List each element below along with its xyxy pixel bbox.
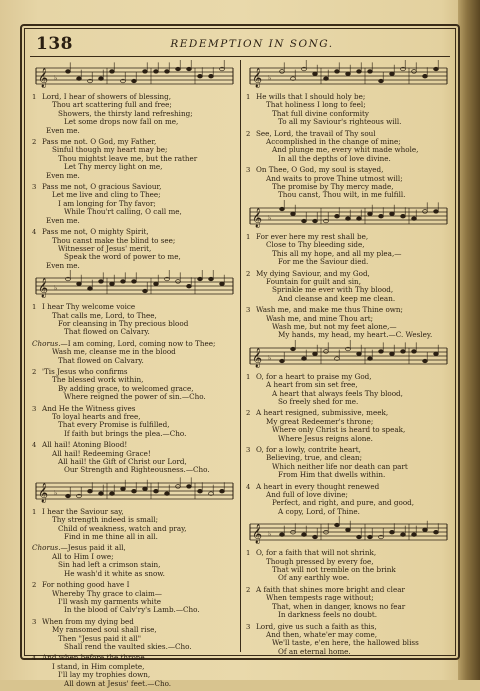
verse-line: Even me. [46, 125, 80, 135]
verse-line: I hear the Saviour say, [42, 506, 124, 516]
page-header [32, 34, 448, 54]
verse-number: 2 [246, 269, 251, 278]
staff-notation-graphic [32, 63, 237, 89]
verse-line: Pass me not, O gracious Saviour, [42, 182, 162, 192]
hymn-verse [246, 306, 451, 340]
svg-text:♭: ♭ [54, 74, 58, 82]
svg-text:𝄞: 𝄞 [252, 347, 263, 368]
verse-line: 'Tis Jesus who confirms [42, 366, 128, 376]
verse-line: Pass me not. O God, my Father, [42, 137, 157, 147]
verse-line: A heart that always feels Thy blood, [272, 388, 403, 398]
verse-line: And cleanse and keep me clean. [278, 293, 396, 303]
verse-line: This all my hope, and all my plea,— [272, 248, 402, 258]
staff-notation-graphic [246, 203, 451, 229]
verse-line: I'll lay my trophies down, [58, 670, 151, 680]
verse-line: All hail! the Gift of Christ our Lord, [58, 457, 187, 467]
verse-line: The blessed work within, [52, 375, 144, 385]
staff-notation-graphic [246, 343, 451, 369]
verse-line: Child of weakness, watch and pray, [58, 523, 187, 533]
verse-line: Where only Christ is heard to speak, [272, 425, 406, 435]
hymn-verse [32, 581, 237, 615]
verse-line: Shall rend the vaulted skies.—Cho. [64, 641, 192, 651]
verse-line: In the blood of Calv'ry's Lamb.—Cho. [64, 605, 200, 615]
verse-number: 4 [32, 228, 37, 237]
verse-line: So freely shed for me. [278, 396, 359, 406]
hymn-verse [246, 549, 451, 583]
page-number: 138 [36, 34, 73, 54]
verse-line: For ever here my rest shall be, [256, 231, 369, 241]
hymn-verse [246, 409, 451, 443]
chorus-label: Chorus. [32, 338, 61, 348]
hymn-verse [32, 544, 237, 578]
verse-line: Thou mightst leave me, but the rather [58, 153, 198, 163]
verse-number: 2 [246, 129, 251, 138]
verse-line: Perfect, and right, and pure, and good, [272, 498, 415, 508]
verse-number: 3 [246, 446, 251, 454]
svg-text:𝄞: 𝄞 [252, 524, 263, 545]
verse-number: 4 [32, 441, 37, 450]
verse-line: Lord, give us such a faith as this, [256, 621, 377, 631]
verse-number: 1 [32, 303, 37, 312]
verse-line: Thou canst, Thou wilt, in me fulfill. [278, 190, 406, 200]
chorus-line-text: —Jesus paid it all, [60, 543, 126, 553]
svg-text:♭: ♭ [268, 213, 272, 222]
verse-line: All down at Jesus' feet.—Cho. [64, 678, 172, 688]
verse-line: Speak the word of power to me, [64, 252, 181, 262]
verse-line: All hail! Redeeming Grace! [52, 448, 151, 458]
verse-line: We'll taste, e'en here, the hallowed bliss [272, 638, 419, 648]
svg-text:♭: ♭ [268, 74, 272, 82]
verse-line: Of an eternal home. [278, 646, 351, 656]
verse-number: 1 [246, 93, 251, 101]
verse-line: Showers, the thirsty land refreshing; [58, 108, 193, 118]
hymn-verse [32, 138, 237, 180]
hymn-verse [32, 508, 237, 542]
verse-line: O, for a lowly, contrite heart, [256, 445, 361, 454]
verse-number: 3 [246, 622, 251, 631]
verse-line: I hear Thy welcome voice [42, 302, 136, 312]
verse-line: O, for a faith that will not shrink, [256, 548, 377, 558]
header-rule [30, 56, 450, 57]
hymn-verse [246, 623, 451, 657]
staff-notation-graphic [246, 519, 451, 545]
verse-line: That calls me, Lord, to Thee, [52, 310, 157, 320]
music-staff [32, 478, 237, 504]
hymn-verse [246, 483, 451, 517]
verse-number: 1 [32, 93, 37, 101]
verse-line: Let some drops now fall on me, [64, 117, 179, 127]
music-staff [246, 519, 451, 545]
verse-line: That flowed on Calvary. [58, 355, 144, 365]
hymn-verse [246, 93, 451, 127]
verse-line: That flowed on Calvary. [64, 327, 150, 337]
verse-line: Though pressed by every foe, [266, 556, 374, 566]
verse-line: Fountain for guilt and sin, [266, 276, 361, 286]
verse-line: Wash me, but not my feet alone,— [272, 321, 397, 331]
verse-line: Of any earthly woe. [278, 573, 350, 583]
verse-line: I'll wash my garments white [58, 596, 162, 606]
verse-number: 2 [32, 367, 37, 376]
music-staff [32, 63, 237, 89]
verse-line: My great Redeemer's throne; [266, 416, 374, 426]
verse-number: 2 [246, 585, 251, 594]
music-staff [246, 63, 451, 89]
svg-text:𝄞: 𝄞 [252, 207, 263, 228]
verse-line: A faith that shines more bright and clear [256, 584, 405, 594]
verse-line: In darkness feels no doubt. [278, 610, 377, 620]
verse-number: 1 [246, 232, 251, 241]
verse-line: From Him that dwells within. [278, 470, 386, 480]
verse-line: Lord, I hear of showers of blessing, [42, 92, 172, 101]
music-staff [246, 203, 451, 229]
verse-line: The promise by Thy mercy made, [272, 182, 394, 192]
verse-line: I am longing for Thy favor; [58, 198, 156, 208]
verse-line: Close to Thy bleeding side, [266, 240, 365, 250]
svg-text:𝄞: 𝄞 [252, 68, 263, 88]
verse-line: By adding grace, to welcomed grace, [58, 383, 194, 393]
verse-line: Wash me, and mine Thou art; [266, 313, 374, 323]
hymn-verse [32, 183, 237, 225]
music-staff [246, 343, 451, 369]
verse-number: 3 [246, 306, 251, 315]
verse-line: Accomplished in the change of mine; [266, 137, 401, 147]
verse-line: Whereby Thy grace to claim— [52, 588, 162, 598]
hymn-verse [246, 270, 451, 304]
verse-line: And He the Witness gives [42, 403, 136, 413]
hymn-verse [246, 233, 451, 267]
hymn-verse [246, 166, 451, 200]
verse-line: All hail! Atoning Blood! [42, 440, 128, 450]
verse-number: 4 [32, 654, 37, 663]
verse-line: While Thou'rt calling, O call me, [64, 207, 182, 217]
svg-text:𝄞: 𝄞 [38, 68, 49, 88]
hymn-verse [32, 303, 237, 337]
running-title: REDEMPTION IN SONG. [170, 38, 334, 50]
verse-number: 1 [32, 507, 37, 516]
chorus-label: Chorus. [32, 543, 61, 553]
verse-line: Wash me, cleanse me in the blood [52, 347, 176, 357]
chorus-line-text: —I am coming, Lord, coming now to Thee; [60, 338, 216, 348]
verse-line: A heart from sin set free, [266, 380, 358, 390]
verse-number: 2 [246, 409, 251, 418]
verse-line: For nothing good have I [42, 580, 130, 590]
verse-number: 3 [32, 183, 37, 192]
verse-line: A heart in every thought renewed [256, 481, 380, 491]
verse-line: When tempests rage without; [266, 593, 374, 603]
book-spine [458, 0, 480, 680]
verse-line: See, Lord, the travail of Thy soul [256, 128, 376, 138]
verse-line: That every Promise is fulfilled, [58, 420, 170, 430]
staff-notation-graphic [32, 478, 237, 504]
svg-text:♭: ♭ [54, 284, 58, 293]
verse-number: 4 [246, 482, 251, 491]
music-staff [32, 273, 237, 299]
verse-line: And full of love divine; [266, 490, 348, 500]
svg-text:♭: ♭ [268, 530, 272, 539]
verse-number: 3 [32, 404, 37, 413]
verse-line: And then, whate'er may come, [266, 629, 377, 639]
verse-line: For me the Saviour died. [278, 257, 369, 267]
right-column [246, 60, 451, 659]
verse-line: That, when in danger, knows no fear [272, 601, 406, 611]
staff-notation-graphic [246, 63, 451, 89]
verse-line: To loyal hearts and free, [52, 412, 141, 421]
verse-number: 2 [32, 581, 37, 590]
svg-text:𝄞: 𝄞 [38, 278, 49, 299]
verse-line: Thy strength indeed is small; [52, 515, 159, 525]
verse-line: Our Strength and Righteousness.—Cho. [64, 465, 210, 475]
verse-line: And waits to prove Thine utmost will; [266, 173, 403, 183]
verse-line: Where reigned the power of sin.—Cho. [64, 392, 206, 402]
verse-line: Which neither life nor death can part [272, 461, 408, 471]
verse-line: Wash me, and make me thus Thine own; [256, 305, 403, 315]
verse-line: Witnesser of Jesus' merit, [58, 243, 152, 253]
verse-number: 3 [32, 617, 37, 626]
verse-line: Believing, true, and clean; [266, 453, 363, 463]
verse-line: Even me. [46, 170, 80, 180]
verse-line: Find in me thine all in all. [64, 532, 158, 542]
verse-line: I stand, in Him complete, [52, 661, 145, 671]
verse-number: 2 [32, 138, 37, 147]
verse-line: Let Thy mercy light on me, [64, 162, 163, 172]
verse-number: 1 [246, 549, 251, 558]
verse-line: O, for a heart to praise my God, [256, 371, 372, 381]
left-column [32, 60, 237, 691]
verse-line: Pass me not, O mighty Spirit, [42, 227, 149, 237]
hymn-verse [32, 228, 237, 270]
verse-line: My dying Saviour, and my God, [256, 268, 370, 278]
verse-line: Even me. [46, 260, 80, 270]
hymn-verse [32, 618, 237, 652]
verse-line: To all my Saviour's righteous will. [278, 117, 402, 127]
verse-line: And plunge me, every whit made whole, [272, 145, 419, 155]
verse-line: Let me live and cling to Thee; [52, 190, 161, 200]
verse-number: 1 [246, 372, 251, 381]
column-divider [240, 60, 241, 652]
verse-line: Even me. [46, 215, 80, 225]
hymn-verse [246, 373, 451, 407]
hymn-verse [32, 654, 237, 688]
hymn-verse [246, 446, 451, 480]
verse-line: That holiness I long to feel; [266, 100, 366, 110]
verse-line: My ransomed soul shall rise, [52, 625, 157, 635]
hymn-verse [32, 405, 237, 439]
hymn-verse [32, 441, 237, 475]
svg-text:𝄞: 𝄞 [38, 482, 49, 503]
verse-line: On Thee, O God, my soul is stayed, [256, 165, 384, 175]
verse-line: When from my dying bed [42, 616, 134, 626]
hymn-verse [246, 130, 451, 164]
verse-line: He wash'd it white as snow. [64, 568, 165, 578]
staff-notation-graphic [32, 273, 237, 299]
hymn-verse [32, 93, 237, 135]
verse-line: For cleansing in Thy precious blood [58, 318, 189, 328]
hymn-verse [32, 368, 237, 402]
verse-line: He wills that I should holy be; [256, 92, 366, 101]
verse-line: Then "Jesus paid it all" [58, 633, 142, 643]
verse-line: A heart resigned, submissive, meek, [256, 408, 389, 418]
svg-text:♭: ♭ [54, 488, 58, 497]
verse-line: Sin had left a crimson stain, [58, 560, 161, 570]
verse-number: 3 [246, 166, 251, 175]
verse-line: Thou canst make the blind to see; [52, 235, 176, 245]
verse-line: A copy, Lord, of Thine. [278, 506, 360, 516]
verse-line: All to Him I owe; [52, 551, 114, 561]
verse-line: In all the depths of love divine. [278, 153, 391, 163]
verse-line: Where Jesus reigns alone. [278, 433, 373, 443]
verse-line: Thou art scattering full and free; [52, 100, 172, 110]
verse-line: Sinful though my heart may be; [52, 145, 168, 155]
verse-line: That full divine conformity [272, 108, 369, 118]
svg-text:♭: ♭ [268, 353, 272, 362]
verse-line: If faith but brings the plea.—Cho. [64, 428, 187, 438]
verse-line: Sprinkle me ever with Thy blood, [272, 285, 394, 295]
hymn-verse [32, 340, 237, 365]
verse-line: My hands, my head, my heart.—C. Wesley. [278, 330, 433, 340]
hymn-verse [246, 586, 451, 620]
verse-line: That will not tremble on the brink [272, 565, 396, 575]
verse-line: And when before the throne [42, 653, 145, 663]
